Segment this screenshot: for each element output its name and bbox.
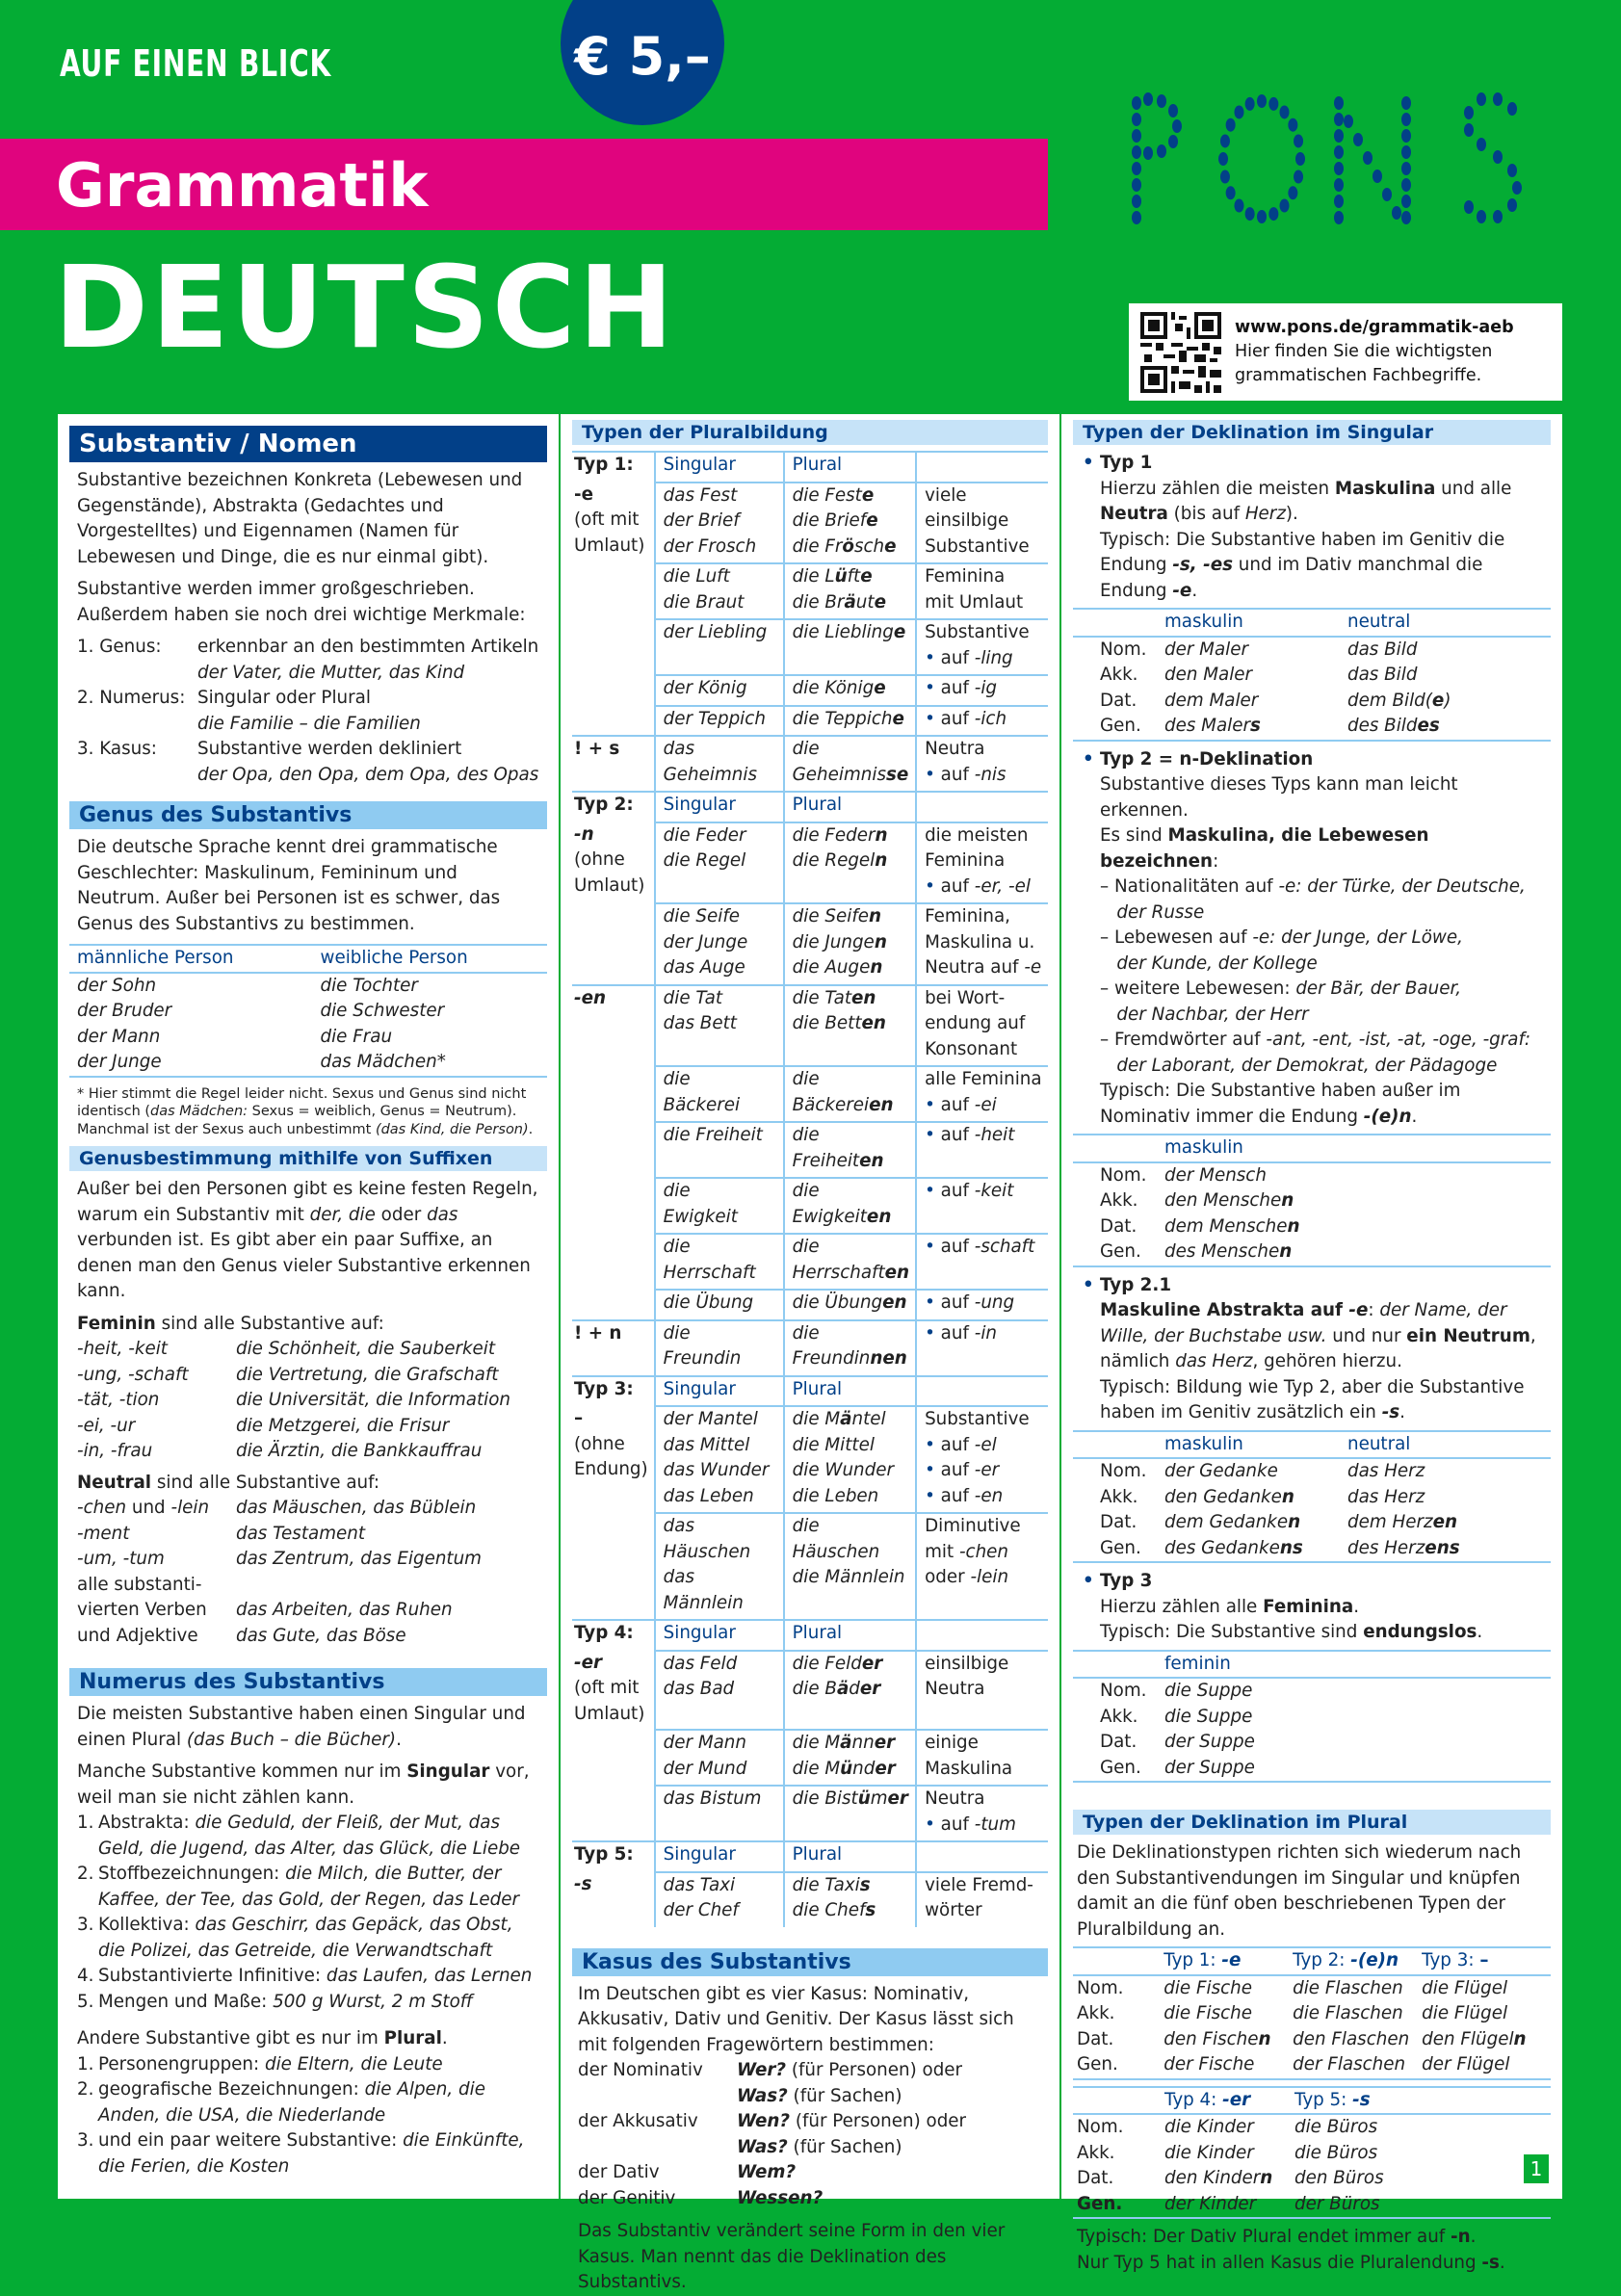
section-heading-decl-plural: Typen der Deklination im Plural xyxy=(1073,1810,1551,1835)
suffix-row: -ung, -schaft die Vertretung, die Grafschaft xyxy=(77,1364,499,1385)
plural-row: ! + s das Geheimnis die Geheimnisse Neutra • auf -nis xyxy=(572,736,1048,792)
plural-row: die Freiheit die Freiheiten • auf -heit xyxy=(572,1122,1048,1178)
section-heading-substantiv: Substantiv / Nomen xyxy=(69,426,547,462)
plural-row: das Häuschen das Männlein die Häuschen die Männlein Diminutive mit -chen oder -lein xyxy=(572,1513,1048,1620)
suffix-paragraph: Außer bei den Personen gibt es keine festen Regeln, warum ein Substantiv mit der, die oder das verbunden ist. Es gibt aber ein paar Suffixe, an denen man den Genus vieler Substantive erkennen kann. xyxy=(77,1179,538,1301)
suffix-row: -ei, -ur die Metzgerei, die Frisur xyxy=(77,1415,450,1436)
typ3-title: • Typ 3 xyxy=(1081,1569,1543,1595)
plural-row: Typ 2: Singular Plural xyxy=(572,792,1048,822)
subtitle: Grammatik xyxy=(56,150,429,221)
col-male: männliche Person xyxy=(77,948,234,968)
plural-declension-table-1: Typ 1: -e Typ 2: -(e)n Typ 3: – Nom. die Fische die Flaschen die Flügel Akk. die Fische die Flaschen die Flügel Dat. den Fischen den Flaschen den Flügeln Gen. der Fische der Flaschen der Flügel xyxy=(1073,1946,1551,2080)
plural-row: -en die Tat das Bett die Taten die Betten bei Wort- endung auf Konsonant xyxy=(572,985,1048,1067)
subtitle-bar xyxy=(0,139,1048,230)
typ2-declension-table: maskulin Nom. der Mensch Akk. den Menschen Dat. dem Menschen Gen. des Menschen xyxy=(1073,1134,1551,1267)
declension-row: Gen. des Menschen xyxy=(1100,1241,1293,1262)
plural-row: die Ewigkeit die Ewigkeiten • auf -keit xyxy=(572,1178,1048,1234)
column-left xyxy=(58,414,559,2199)
declension-row: Dat. dem Gedanken dem Herzen xyxy=(1100,1512,1457,1532)
kasus-row: der Nominativ Wer? (für Personen) oder xyxy=(578,2060,963,2080)
kasus-row: Was? (für Sachen) xyxy=(737,2136,902,2157)
plural-row: das Bistum die Bistümer Neutra • auf -tum xyxy=(572,1786,1048,1841)
list-item: 1. Personengruppen: die Eltern, die Leute xyxy=(77,2053,443,2074)
section-heading-genus: Genus des Substantivs xyxy=(69,801,547,829)
typ21-title: • Typ 2.1 xyxy=(1081,1273,1543,1299)
series-label: AUF EINEN BLICK xyxy=(60,42,332,85)
typ2-title: • Typ 2 = n-Deklination xyxy=(1081,747,1543,773)
typ1-declension-table: maskulin neutral Nom. der Maler das Bild Akk. den Maler das Bild Dat. dem Maler dem Bild(e) Gen. des Malers des Bildes xyxy=(1073,608,1551,742)
declension-row: Akk. die Fische die Flaschen die Flügel xyxy=(1077,2003,1508,2023)
plural-row: Typ 3: Singular Plural xyxy=(572,1376,1048,1407)
plural-row: ! + n die Freundin die Freundinnen • auf -in xyxy=(572,1320,1048,1376)
typ3-text: Hierzu zählen alle Feminina. Typisch: Die Substantive sind endungslos. xyxy=(1100,1596,1483,1642)
genus-row: der Bruder die Schwester xyxy=(77,1001,445,1021)
section-heading-kasus: Kasus des Substantivs xyxy=(572,1948,1048,1976)
kasus-row: der Genitiv Wessen? xyxy=(578,2187,824,2208)
suffix-row: vierten Verben das Arbeiten, das Ruhen xyxy=(77,1600,453,1620)
plural-row: die Herrschaft die Herrschaften • auf -schaft xyxy=(572,1234,1048,1290)
feminine-suffix-list xyxy=(77,1337,539,1465)
features-intro: Substantive werden immer großgeschrieben. Außerdem haben sie noch drei wichtige Merkmale: xyxy=(77,579,526,625)
genus-footnote: * Hier stimmt die Regel leider nicht. Sexus und Genus sind nicht identisch (das Mädchen: Sexus = weiblich, Genus = Neutrum). Manchmal ist der Sexus auch unbestimmt (das Kind, die Person). xyxy=(77,1085,534,1137)
typ1-title: • Typ 1 xyxy=(1081,451,1543,477)
plural-row: die Seife der Junge das Auge die Seifen die Jungen die Augen Feminina, Maskulina u. Neutra auf -e xyxy=(572,903,1048,985)
suffix-row: -um, -tum das Zentrum, das Eigentum xyxy=(77,1549,482,1569)
plural-row: Typ 5: Singular Plural xyxy=(572,1841,1048,1872)
singular-only-list xyxy=(77,1811,539,2015)
features-list xyxy=(77,635,539,788)
kasus-question-list xyxy=(578,2058,1042,2211)
column-right xyxy=(1061,414,1562,2273)
section-heading-suffix: Genusbestimmung mithilfe von Suffixen xyxy=(69,1146,547,1171)
list-item: 3. und ein paar weitere Substantive: die Einkünfte, die Ferien, die Kosten xyxy=(77,2130,525,2177)
kasus-conclusion: Das Substantiv verändert seine Form in den vier Kasus. Man nennt das die Deklination des Substantivs. xyxy=(578,2221,1006,2292)
genus-row: der Mann die Frau xyxy=(77,1026,393,1047)
qr-code-icon[interactable] xyxy=(1140,312,1221,393)
declension-row: Gen. der Fische der Flaschen der Flügel xyxy=(1077,2054,1510,2074)
declension-row: Gen. des Malers des Bildes xyxy=(1100,716,1440,736)
section-heading-pluralbildung: Typen der Pluralbildung xyxy=(572,420,1048,445)
plural-note-2: Nur Typ 5 hat in allen Kasus die Pluralendung -s. xyxy=(1077,2252,1505,2273)
plural-types-table xyxy=(572,451,1048,1927)
declension-row: Dat. den Fischen den Flaschen den Flügeln xyxy=(1077,2028,1527,2049)
decl-plural-paragraph: Die Deklinationstypen richten sich wiederum nach den Substantivendungen im Singular und knüpfen damit an die fünf oben beschriebenen Typen der Pluralbildung an. xyxy=(1077,1842,1522,1940)
numerus-p2: Manche Substantive kommen nur im Singular vor, weil man sie nicht zählen kann. xyxy=(77,1761,530,1808)
declension-row: Nom. der Gedanke das Herz xyxy=(1100,1461,1425,1481)
declension-row: Nom. der Maler das Bild xyxy=(1100,639,1418,660)
section-heading-decl-singular: Typen der Deklination im Singular xyxy=(1073,420,1551,445)
plural-row: der König die Könige • auf -ig xyxy=(572,675,1048,706)
declension-row: Akk. den Gedanken das Herz xyxy=(1100,1486,1425,1507)
section-heading-numerus: Numerus des Substantivs xyxy=(69,1668,547,1696)
column-middle xyxy=(561,414,1059,2292)
typ1-text: Hierzu zählen die meisten Maskulina und alle Neutra (bis auf Herz). Typisch: Die Substantive haben im Genitiv die Endung -s, -es und im Dativ manchmal die Endung -e. xyxy=(1100,478,1512,601)
declension-row: Akk. den Menschen xyxy=(1100,1190,1294,1211)
declension-row: Gen. der Suppe xyxy=(1100,1757,1255,1778)
neutral-suffix-list xyxy=(77,1496,539,1649)
list-item: 4. Substantivierte Infinitive: das Laufen, das Lernen xyxy=(77,1966,533,1986)
plural-row: die Übung die Übungen • auf -ung xyxy=(572,1290,1048,1320)
kasus-row: der Dativ Wem? xyxy=(578,2162,797,2182)
plural-row: -e (oft mit Umlaut) das Fest der Brief der Frosch die Feste die Briefe die Frösche viele einsilbige Substantive xyxy=(572,483,1048,564)
col-female: weibliche Person xyxy=(320,948,468,968)
kasus-row: der Akkusativ Wen? (für Personen) oder xyxy=(578,2111,967,2131)
suffix-row: -chen und -lein das Mäuschen, das Büblein xyxy=(77,1498,477,1518)
intro-paragraph: Substantive bezeichnen Konkreta (Lebewesen und Gegenstände), Abstrakta (Gedachtes und Vorgestelltes) und Eigennamen (Namen für Lebewesen und Dinge, die es nur einmal gibt). xyxy=(77,470,523,567)
list-item: 1. Abstrakta: die Geduld, der Fleiß, der Mut, das Geld, die Jugend, das Alter, das Glück, die Liebe xyxy=(77,1813,521,1859)
suffix-row: und Adjektive das Gute, das Böse xyxy=(77,1625,406,1646)
list-item: 2. geografische Bezeichnungen: die Alpen, die Anden, die USA, die Niederlande xyxy=(77,2079,485,2126)
plural-row: Typ 4: Singular Plural xyxy=(572,1620,1048,1651)
typ3-declension-table: feminin Nom. die Suppe Akk. die Suppe Dat. der Suppe Gen. der Suppe xyxy=(1073,1650,1551,1784)
numerus-p3: Andere Substantive gibt es nur im Plural. xyxy=(77,2028,448,2048)
declension-row: Nom. die Suppe xyxy=(1100,1681,1253,1701)
suffix-row: -in, -frau die Ärztin, die Bankkauffrau xyxy=(77,1441,483,1461)
plural-note-1: Typisch: Der Dativ Plural endet immer auf -n. xyxy=(1077,2227,1477,2247)
kasus-row: Was? (für Sachen) xyxy=(737,2085,902,2106)
feature-item: 3. Kasus: Substantive werden dekliniert der Opa, den Opa, dem Opa, des Opas xyxy=(77,739,539,785)
typ21-declension-table: maskulin neutral Nom. der Gedanke das Herz Akk. den Gedanken das Herz Dat. dem Gedanken dem Herzen Gen. des Gedankens des Herzens xyxy=(1073,1430,1551,1564)
declension-row: Akk. die Suppe xyxy=(1100,1706,1253,1727)
neutral-intro: Neutral sind alle Substantive auf: xyxy=(77,1472,380,1493)
suffix-row: -tät, -tion die Universität, die Information xyxy=(77,1390,511,1410)
declension-row: Nom. die Fische die Flaschen die Flügel xyxy=(1077,1977,1508,1998)
plural-row: der Mann der Mund die Männer die Münder einige Maskulina xyxy=(572,1730,1048,1786)
plural-only-list xyxy=(77,2052,539,2180)
typ21-text: Maskuline Abstrakta auf -e: der Name, der Wille, der Buchstabe usw. und nur ein Neutrum, nämlich das Herz, gehören hierzu. Typisch: Bildung wie Typ 2, aber die Substantive haben im Genitiv zusätzlich ein -s. xyxy=(1100,1300,1536,1422)
declension-row: Gen. des Gedankens des Herzens xyxy=(1100,1537,1460,1558)
declension-row: Akk. den Maler das Bild xyxy=(1100,665,1418,685)
plural-row: -s das Taxi der Chef die Taxis die Chefs viele Fremd- wörter xyxy=(572,1872,1048,1927)
declension-row: Dat. dem Menschen xyxy=(1100,1215,1300,1237)
plural-declension-table-2: Typ 4: -er Typ 5: -s Nom. die Kinder die Büros Akk. die Kinder die Büros Dat. den Kindern den Büros Gen. der Kinder der Büros xyxy=(1073,2086,1551,2220)
qr-info-box[interactable] xyxy=(1129,303,1562,401)
plural-row: die Bäckerei die Bäckereien alle Feminina • auf -ei xyxy=(572,1066,1048,1122)
page-number: 1 xyxy=(1524,2154,1549,2183)
feature-item: 1. Genus: erkennbar an den bestimmten Artikeln der Vater, die Mutter, das Kind xyxy=(77,637,539,683)
feature-item: 2. Numerus: Singular oder Plural die Familie – die Familien xyxy=(77,688,421,734)
page-title: DEUTSCH xyxy=(54,241,677,374)
suffix-row: -heit, -keit die Schönheit, die Sauberkeit xyxy=(77,1339,496,1359)
qr-url-link[interactable]: www.pons.de/grammatik-aeb xyxy=(1235,318,1514,337)
declension-row: Akk. die Kinder die Büros xyxy=(1077,2142,1378,2163)
typ2-text: Substantive dieses Typs kann man leicht erkennen. Es sind Maskulina, die Lebewesen bezeichnen: – Nationalitäten auf -e: der Türke, der Deutsche, der Russe – Lebewesen auf -e: der Junge, der Löwe, der Kunde, der Kollege – weitere Lebewesen: der Bär, der Bauer, der Nachbar, der Herr – Fremdwörter auf -ant, -ent, -ist, -at, -oge, -graf: der Laborant, der Demokrat, der Pädagoge Typisch: Die Substantive haben außer im Nominativ immer die Endung -(e)n. xyxy=(1100,774,1531,1127)
genus-row: der Junge das Mädchen* xyxy=(77,1052,446,1072)
declension-row: Nom. der Mensch xyxy=(1100,1164,1267,1186)
pons-logo xyxy=(1127,91,1570,226)
declension-row: Nom. die Kinder die Büros xyxy=(1077,2117,1378,2137)
plural-row: -n (ohne Umlaut) die Feder die Regel die Federn die Regeln die meisten Feminina • auf -er, -el xyxy=(572,822,1048,904)
plural-row: – (ohne Endung) der Mantel das Mittel das Wunder das Leben die Mäntel die Mittel die Wunder die Leben Substantive • auf -el • auf -er • auf -en xyxy=(572,1406,1048,1513)
genus-row: der Sohn die Tochter xyxy=(77,975,418,996)
feminine-intro: Feminin sind alle Substantive auf: xyxy=(77,1313,384,1334)
price-badge xyxy=(561,0,724,125)
list-item: 2. Stoffbezeichnungen: die Milch, die Butter, der Kaffee, der Tee, das Gold, der Regen, das Leder xyxy=(77,1864,519,1910)
plural-row: der Teppich die Teppiche • auf -ich xyxy=(572,706,1048,737)
plural-row: der Liebling die Lieblinge Substantive • auf -ling xyxy=(572,619,1048,675)
declension-row: Dat. der Suppe xyxy=(1100,1732,1255,1752)
genus-paragraph: Die deutsche Sprache kennt drei grammatische Geschlechter: Maskulinum, Femininum und Neutrum. Außer bei Personen ist es schwer, das Genus des Substantivs zu bestimmen. xyxy=(77,837,501,934)
price-text: € 5,– xyxy=(574,26,711,87)
qr-line1: Hier finden Sie die wichtigsten xyxy=(1235,342,1493,361)
plural-row: Typ 1: Singular Plural xyxy=(572,452,1048,483)
genus-table xyxy=(58,974,559,1076)
suffix-row: alle substanti- xyxy=(77,1574,202,1595)
qr-line2: grammatischen Fachbegriffe. xyxy=(1235,366,1482,385)
genus-table-header xyxy=(58,946,559,972)
declension-row: Dat. dem Maler dem Bild(e) xyxy=(1100,690,1451,711)
suffix-row: -ment das Testament xyxy=(77,1523,366,1544)
plural-row: -er (oft mit Umlaut) das Feld das Bad die Felder die Bäder einsilbige Neutra xyxy=(572,1651,1048,1731)
plural-row: die Luft die Braut die Lüfte die Bräute Feminina mit Umlaut xyxy=(572,563,1048,619)
kasus-paragraph: Im Deutschen gibt es vier Kasus: Nominativ, Akkusativ, Dativ und Genitiv. Der Kasus lässt sich mit folgenden Fragewörtern bestimmen: xyxy=(578,1983,1014,2055)
list-item: 5. Mengen und Maße: 500 g Wurst, 2 m Stoff xyxy=(77,1991,473,2012)
list-item: 3. Kollektiva: das Geschirr, das Gepäck, das Obst, die Polizei, das Getreide, die Verwandtschaft xyxy=(77,1915,513,1961)
declension-row: Dat. den Kindern den Büros xyxy=(1077,2168,1384,2188)
numerus-p1: Die meisten Substantive haben einen Singular und einen Plural (das Buch – die Bücher). xyxy=(77,1704,526,1750)
declension-row: Gen. der Kinder der Büros xyxy=(1077,2193,1380,2214)
